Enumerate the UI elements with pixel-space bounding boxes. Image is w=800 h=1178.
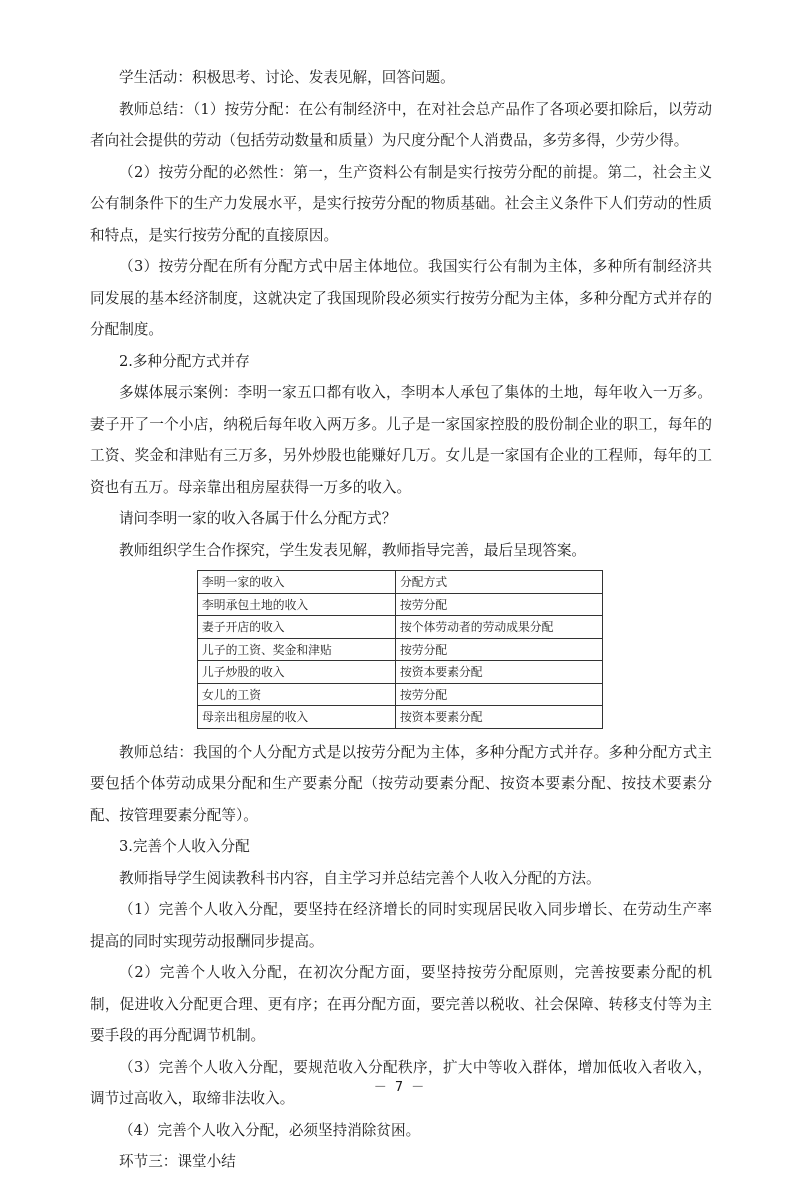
- paragraph-student-activity: 学生活动：积极思考、讨论、发表见解，回答问题。: [119, 69, 455, 86]
- income-table-wrapper: [197, 570, 712, 729]
- paragraph-improve-1: （1）完善个人收入分配，要坚持在经济增长的同时实现居民收入同步增长、在劳动生产率提高的同时实现劳动报酬同步提高。: [90, 901, 712, 950]
- paragraph-teacher-organize: 教师组织学生合作探究，学生发表见解，教师指导完善，最后呈现答案。: [119, 541, 587, 559]
- paragraph-necessity: （2）按劳分配的必然性：第一，生产资料公有制是实行按劳分配的前提。第二，社会主义公有制条件下的生产力发展水平，是实行按劳分配的物质基础。社会主义条件下人们劳动的性质和特点，是实行按劳分配的直接原因。: [90, 163, 712, 244]
- table-row: [198, 706, 603, 729]
- table-header-cell: 李明一家的收入: [198, 571, 396, 594]
- section-heading-3: 3.完善个人收入分配: [119, 838, 250, 855]
- paragraph-teacher-guide: 教师指导学生阅读教科书内容，自主学习并总结完善个人收入分配的方法。: [119, 869, 601, 887]
- section-heading-2: 2.多种分配方式并存: [119, 352, 250, 370]
- table-row: [198, 683, 603, 706]
- paragraph-teacher-summary-1: 教师总结：（1）按劳分配：在公有制经济中，在对社会总产品作了各项必要扣除后，以劳动者向社会提供的劳动（包括劳动数量和质量）为尺度分配个人消费品，多劳多得，少劳少得。: [90, 100, 712, 149]
- table-cell: 按个体劳动者的劳动成果分配: [396, 616, 603, 639]
- document-page: [90, 62, 712, 1178]
- table-row: [198, 638, 603, 661]
- paragraph-main-status: （3）按劳分配在所有分配方式中居主体地位。我国实行公有制为主体，多种所有制经济共同发展的基本经济制度，这就决定了我国现阶段必须实行按劳分配为主体，多种分配方式并存的分配制度。: [90, 258, 712, 338]
- table-cell: 李明承包土地的收入: [198, 593, 396, 616]
- paragraph-improve-4: （4）完善个人收入分配，必须坚持消除贫困。: [119, 1121, 421, 1139]
- table-cell: 女儿的工资: [198, 683, 396, 706]
- paragraph-improve-3: （3）完善个人收入分配，要规范收入分配秩序，扩大中等收入群体，增加低收入者收入，调节过高收入，取缔非法收入。: [90, 1058, 712, 1107]
- table-cell: 儿子的工资、奖金和津贴: [198, 638, 396, 661]
- table-row: [198, 593, 603, 616]
- table-cell: 按资本要素分配: [396, 706, 603, 729]
- table-cell: 儿子炒股的收入: [198, 661, 396, 684]
- paragraph-question: 请问李明一家的收入各属于什么分配方式？: [119, 510, 397, 527]
- section-heading-link-3: 环节三：课堂小结: [119, 1153, 236, 1170]
- table-cell: 按劳分配: [396, 593, 603, 616]
- table-header-cell: 分配方式: [396, 571, 603, 594]
- table-cell: 母亲出租房屋的收入: [198, 706, 396, 729]
- table-cell: 按劳分配: [396, 683, 603, 706]
- paragraph-teacher-summary-2: 教师总结：我国的个人分配方式是以按劳分配为主体，多种分配方式并存。多种分配方式主要包括个体劳动成果分配和生产要素分配（按劳动要素分配、按资本要素分配、按技术要素分配、按管理要素分配等）。: [90, 743, 712, 824]
- table-cell: 按劳分配: [396, 638, 603, 661]
- table-cell: 妻子开店的收入: [198, 616, 396, 639]
- table-row: [198, 661, 603, 684]
- income-table: [197, 570, 603, 729]
- table-cell: 按资本要素分配: [396, 661, 603, 684]
- paragraph-case: 多媒体展示案例：李明一家五口都有收入，李明本人承包了集体的土地，每年收入一万多。妻子开了一个小店，纳税后每年收入两万多。儿子是一家国家控股的股份制企业的职工，每年的工资、奖金和津贴有三万多，另外炒股也能赚好几万。女儿是一家国有企业的工程师，每年的工资也有五万。母亲靠出租房屋获得一万多的收入。: [90, 384, 712, 496]
- paragraph-improve-2: （2）完善个人收入分配，在初次分配方面，要坚持按劳分配原则，完善按要素分配的机制，促进收入分配更合理、更有序；在再分配方面，要完善以税收、社会保障、转移支付等为主要手段的再分配调节机制。: [90, 964, 712, 1044]
- page-number: － 7 －: [373, 1080, 427, 1095]
- table-header-row: [198, 571, 603, 594]
- table-row: [198, 616, 603, 639]
